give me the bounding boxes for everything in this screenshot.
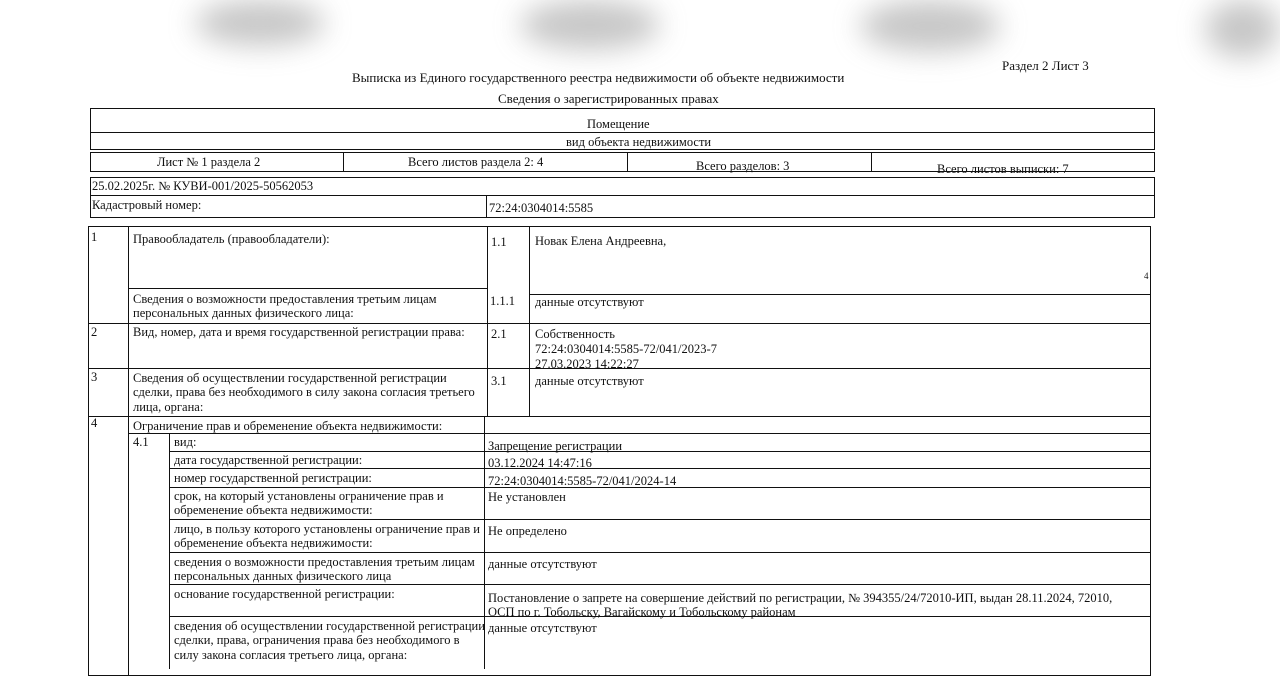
registration-label: Вид, номер, дата и время государственной регистрации права: xyxy=(133,325,465,339)
divider xyxy=(169,552,1151,553)
row-code: 1.1 xyxy=(491,235,507,249)
consent-value: данные отсутствуют xyxy=(535,374,644,388)
total-sheets-extract: Всего листов выписки: 7 xyxy=(937,162,1069,176)
divider xyxy=(343,152,344,172)
divider xyxy=(90,132,1155,133)
document-subtitle: Сведения о зарегистрированных правах xyxy=(498,91,719,106)
divider xyxy=(871,152,872,172)
encumbrance-field-value: данные отсутствуют xyxy=(488,557,597,571)
section-label: Раздел 2 Лист 3 xyxy=(1002,58,1089,73)
divider xyxy=(128,288,488,289)
encumbrance-field-label: основание государственной регистрации: xyxy=(174,587,395,601)
divider xyxy=(88,323,1151,324)
scan-smudge xyxy=(860,0,1000,52)
encumbrance-field-value: Постановление о запрете на совершение действий по регистрации, № 394355/24/72010-ИП, выдан 28.11.2024, 72010, ОСП по г. Тобольску, Вагайскому и Тобольскому районам xyxy=(488,591,1113,620)
row-code: 4.1 xyxy=(133,435,149,449)
encumbrance-field-value: 72:24:0304014:5585-72/041/2024-14 xyxy=(488,474,677,488)
divider xyxy=(128,226,129,676)
row-number: 3 xyxy=(91,370,98,384)
row-number: 2 xyxy=(91,325,98,339)
row-code: 3.1 xyxy=(491,374,507,388)
divider xyxy=(627,152,628,172)
cadastral-label: Кадастровый номер: xyxy=(92,198,202,212)
encumbrance-field-label: сведения о возможности предоставления третьим лицам персональных данных физического лица xyxy=(174,555,475,584)
scan-artifact: 4 xyxy=(1144,271,1149,281)
sheet-number: Лист № 1 раздела 2 xyxy=(157,155,261,169)
encumbrance-field-label: лицо, в пользу которого установлены ограничение прав и обременение объекта недвижимости: xyxy=(174,522,480,551)
divider xyxy=(529,226,530,417)
total-sheets-section: Всего листов раздела 2: 4 xyxy=(408,155,544,169)
right-type: Собственность xyxy=(535,327,615,341)
document-title: Выписка из Единого государственного реестра недвижимости об объекте недвижимости xyxy=(352,70,845,85)
row-code: 2.1 xyxy=(491,327,507,341)
row-number: 1 xyxy=(91,230,98,244)
encumbrance-field-value: данные отсутствуют xyxy=(488,621,597,635)
encumbrance-field-value: Не определено xyxy=(488,524,567,538)
total-sections: Всего разделов: 3 xyxy=(696,159,790,173)
right-reg-date: 27.03.2023 14:22:27 xyxy=(535,357,639,371)
divider xyxy=(169,451,1151,452)
personal-data-value: данные отсутствуют xyxy=(535,295,644,309)
encumbrance-field-value: Запрещение регистрации xyxy=(488,439,623,453)
divider xyxy=(169,584,1151,585)
divider xyxy=(169,468,1151,469)
divider xyxy=(486,195,487,218)
personal-data-label: Сведения о возможности предоставления третьим лицам персональных данных физического лица: xyxy=(133,292,437,321)
encumbrance-field-label: номер государственной регистрации: xyxy=(174,471,372,485)
cadastral-number: 72:24:0304014:5585 xyxy=(489,201,594,215)
encumbrance-field-label: срок, на который установлены ограничение прав и обременение объекта недвижимости: xyxy=(174,489,444,518)
consent-label: Сведения об осуществлении государственной регистрации сделки, права без необходимого в силу закона согласия третьего лица, органа: xyxy=(133,371,475,414)
divider xyxy=(169,519,1151,520)
encumbrance-field-value: Не установлен xyxy=(488,490,566,504)
divider xyxy=(88,416,1151,417)
encumbrance-field-label: вид: xyxy=(174,435,197,449)
divider xyxy=(90,195,1155,196)
encumbrance-field-label: сведения об осуществлении государственной регистрации сделки, права, ограничения права без необходимого в силу закона согласия третьего лица, органа: xyxy=(174,619,485,662)
encumbrance-field-label: дата государственной регистрации: xyxy=(174,453,363,467)
row-number: 4 xyxy=(91,416,98,430)
scan-smudge xyxy=(1205,0,1280,58)
rightholder-label: Правообладатель (правообладатели): xyxy=(133,232,330,246)
object-name: Помещение xyxy=(587,117,650,131)
extract-date-number: 25.02.2025г. № КУВИ-001/2025-50562053 xyxy=(92,179,314,193)
row-code: 1.1.1 xyxy=(490,294,515,308)
rightholder-name: Новак Елена Андреевна, xyxy=(535,234,667,248)
encumbrance-field-value: 03.12.2024 14:47:16 xyxy=(488,456,592,470)
scan-smudge xyxy=(195,0,325,46)
divider xyxy=(487,226,488,417)
encumbrance-label: Ограничение прав и обременение объекта недвижимости: xyxy=(133,419,443,433)
object-caption: вид объекта недвижимости xyxy=(566,135,712,149)
scan-smudge xyxy=(520,0,660,50)
right-reg-number: 72:24:0304014:5585-72/041/2023-7 xyxy=(535,342,717,356)
